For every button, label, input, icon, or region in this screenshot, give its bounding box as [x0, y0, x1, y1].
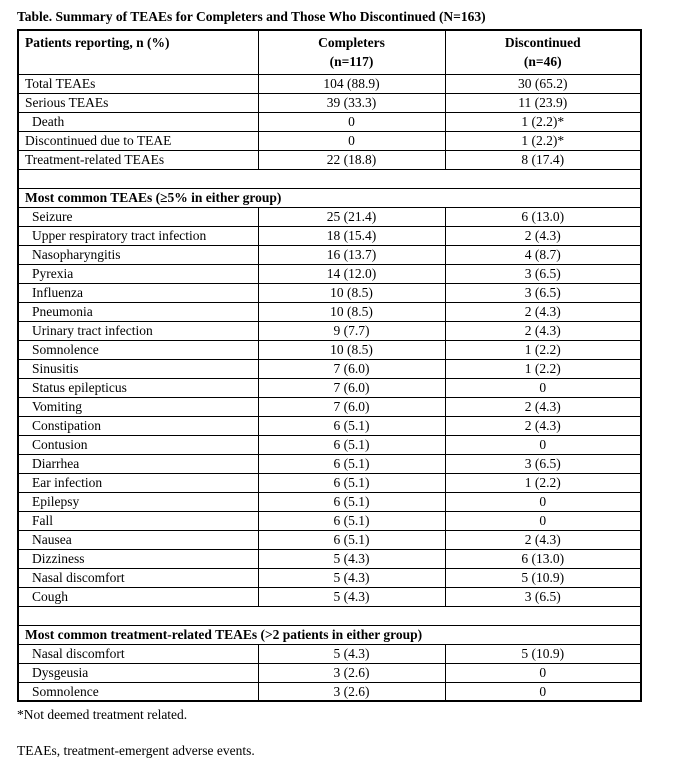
table-row	[18, 131, 641, 150]
row-label: Constipation	[18, 416, 258, 435]
table-row	[18, 150, 641, 169]
row-label: Nasal discomfort	[18, 644, 258, 663]
discontinued-value: 3 (6.5)	[445, 283, 641, 302]
completers-value: 16 (13.7)	[258, 245, 445, 264]
discontinued-value: 5 (10.9)	[445, 568, 641, 587]
discontinued-value: 1 (2.2)	[445, 340, 641, 359]
discontinued-value: 6 (13.0)	[445, 207, 641, 226]
completers-value: 0	[258, 112, 445, 131]
table-row	[18, 492, 641, 511]
completers-value: 14 (12.0)	[258, 264, 445, 283]
row-label: Contusion	[18, 435, 258, 454]
row-label: Status epilepticus	[18, 378, 258, 397]
table-row	[18, 416, 641, 435]
completers-value: 9 (7.7)	[258, 321, 445, 340]
table-row	[18, 359, 641, 378]
discontinued-value: 0	[445, 682, 641, 701]
completers-value: 6 (5.1)	[258, 511, 445, 530]
table-row	[18, 74, 641, 93]
teae-table-body	[18, 74, 641, 701]
completers-value: 6 (5.1)	[258, 454, 445, 473]
discontinued-value: 1 (2.2)*	[445, 112, 641, 131]
completers-value: 6 (5.1)	[258, 416, 445, 435]
table-row	[18, 530, 641, 549]
discontinued-value: 0	[445, 378, 641, 397]
table-row	[18, 397, 641, 416]
completers-value: 3 (2.6)	[258, 663, 445, 682]
table-row	[18, 321, 641, 340]
discontinued-value: 2 (4.3)	[445, 530, 641, 549]
header-completers-label: Completers	[318, 35, 385, 50]
row-label: Total TEAEs	[18, 74, 258, 93]
spacer-row	[18, 606, 641, 625]
row-label: Upper respiratory tract infection	[18, 226, 258, 245]
discontinued-value: 1 (2.2)	[445, 359, 641, 378]
row-label: Death	[18, 112, 258, 131]
completers-value: 0	[258, 131, 445, 150]
header-completers	[258, 30, 445, 74]
section-header-label: Most common treatment-related TEAEs (>2 patients in either group)	[18, 625, 641, 644]
table-row	[18, 93, 641, 112]
completers-value: 10 (8.5)	[258, 283, 445, 302]
section-header-row	[18, 625, 641, 644]
discontinued-value: 3 (6.5)	[445, 454, 641, 473]
table-row	[18, 226, 641, 245]
table-row	[18, 207, 641, 226]
discontinued-value: 11 (23.9)	[445, 93, 641, 112]
discontinued-value: 2 (4.3)	[445, 397, 641, 416]
completers-value: 104 (88.9)	[258, 74, 445, 93]
row-label: Diarrhea	[18, 454, 258, 473]
discontinued-value: 8 (17.4)	[445, 150, 641, 169]
footnote-asterisk: *Not deemed treatment related.	[17, 707, 188, 722]
table-row	[18, 663, 641, 682]
row-label: Serious TEAEs	[18, 93, 258, 112]
row-label: Fall	[18, 511, 258, 530]
completers-value: 6 (5.1)	[258, 492, 445, 511]
row-label: Nasopharyngitis	[18, 245, 258, 264]
row-label: Urinary tract infection	[18, 321, 258, 340]
header-completers-n: (n=117)	[329, 54, 374, 69]
row-label: Ear infection	[18, 473, 258, 492]
completers-value: 5 (4.3)	[258, 549, 445, 568]
table-row	[18, 682, 641, 701]
table-row	[18, 245, 641, 264]
table-row	[18, 435, 641, 454]
completers-value: 3 (2.6)	[258, 682, 445, 701]
footnote-abbreviation: TEAEs, treatment-emergent adverse events.	[17, 743, 255, 758]
discontinued-value: 4 (8.7)	[445, 245, 641, 264]
table-row	[18, 112, 641, 131]
completers-value: 22 (18.8)	[258, 150, 445, 169]
completers-value: 7 (6.0)	[258, 397, 445, 416]
discontinued-value: 6 (13.0)	[445, 549, 641, 568]
row-label: Somnolence	[18, 340, 258, 359]
completers-value: 39 (33.3)	[258, 93, 445, 112]
completers-value: 5 (4.3)	[258, 644, 445, 663]
header-discontinued	[445, 30, 641, 74]
completers-value: 7 (6.0)	[258, 378, 445, 397]
completers-value: 25 (21.4)	[258, 207, 445, 226]
header-discontinued-label: Discontinued	[504, 35, 581, 50]
discontinued-value: 1 (2.2)	[445, 473, 641, 492]
completers-value: 18 (15.4)	[258, 226, 445, 245]
row-label: Cough	[18, 587, 258, 606]
row-label: Somnolence	[18, 682, 258, 701]
completers-value: 7 (6.0)	[258, 359, 445, 378]
discontinued-value: 2 (4.3)	[445, 226, 641, 245]
discontinued-value: 0	[445, 663, 641, 682]
table-row	[18, 644, 641, 663]
completers-value: 10 (8.5)	[258, 340, 445, 359]
discontinued-value: 2 (4.3)	[445, 416, 641, 435]
row-label: Epilepsy	[18, 492, 258, 511]
discontinued-value: 2 (4.3)	[445, 321, 641, 340]
discontinued-value: 3 (6.5)	[445, 264, 641, 283]
discontinued-value: 3 (6.5)	[445, 587, 641, 606]
table-row	[18, 302, 641, 321]
discontinued-value: 0	[445, 435, 641, 454]
discontinued-value: 2 (4.3)	[445, 302, 641, 321]
table-row	[18, 340, 641, 359]
completers-value: 5 (4.3)	[258, 568, 445, 587]
discontinued-value: 5 (10.9)	[445, 644, 641, 663]
row-label: Treatment-related TEAEs	[18, 150, 258, 169]
row-label: Dizziness	[18, 549, 258, 568]
table-title: Table. Summary of TEAEs for Completers and Those Who Discontinued (N=163)	[17, 9, 486, 24]
completers-value: 6 (5.1)	[258, 435, 445, 454]
discontinued-value: 1 (2.2)*	[445, 131, 641, 150]
teae-summary-table	[17, 29, 642, 702]
row-label: Seizure	[18, 207, 258, 226]
spacer-cell	[18, 169, 641, 188]
row-label: Vomiting	[18, 397, 258, 416]
completers-value: 10 (8.5)	[258, 302, 445, 321]
discontinued-value: 30 (65.2)	[445, 74, 641, 93]
table-row	[18, 378, 641, 397]
section-header-row	[18, 188, 641, 207]
completers-value: 6 (5.1)	[258, 530, 445, 549]
spacer-row	[18, 169, 641, 188]
table-row	[18, 283, 641, 302]
completers-value: 6 (5.1)	[258, 473, 445, 492]
row-label: Sinusitis	[18, 359, 258, 378]
table-row	[18, 473, 641, 492]
row-label: Nausea	[18, 530, 258, 549]
spacer-cell	[18, 606, 641, 625]
table-row	[18, 549, 641, 568]
table-row	[18, 454, 641, 473]
row-label: Influenza	[18, 283, 258, 302]
discontinued-value: 0	[445, 511, 641, 530]
table-row	[18, 511, 641, 530]
row-label: Pneumonia	[18, 302, 258, 321]
row-label: Dysgeusia	[18, 663, 258, 682]
row-label: Discontinued due to TEAE	[18, 131, 258, 150]
header-row	[18, 30, 641, 74]
table-row	[18, 264, 641, 283]
section-header-label: Most common TEAEs (≥5% in either group)	[18, 188, 641, 207]
discontinued-value: 0	[445, 492, 641, 511]
table-header	[18, 30, 641, 74]
completers-value: 5 (4.3)	[258, 587, 445, 606]
header-patients-reporting: Patients reporting, n (%)	[18, 30, 258, 74]
table-row	[18, 587, 641, 606]
row-label: Nasal discomfort	[18, 568, 258, 587]
row-label: Pyrexia	[18, 264, 258, 283]
header-discontinued-n: (n=46)	[523, 54, 562, 69]
table-row	[18, 568, 641, 587]
